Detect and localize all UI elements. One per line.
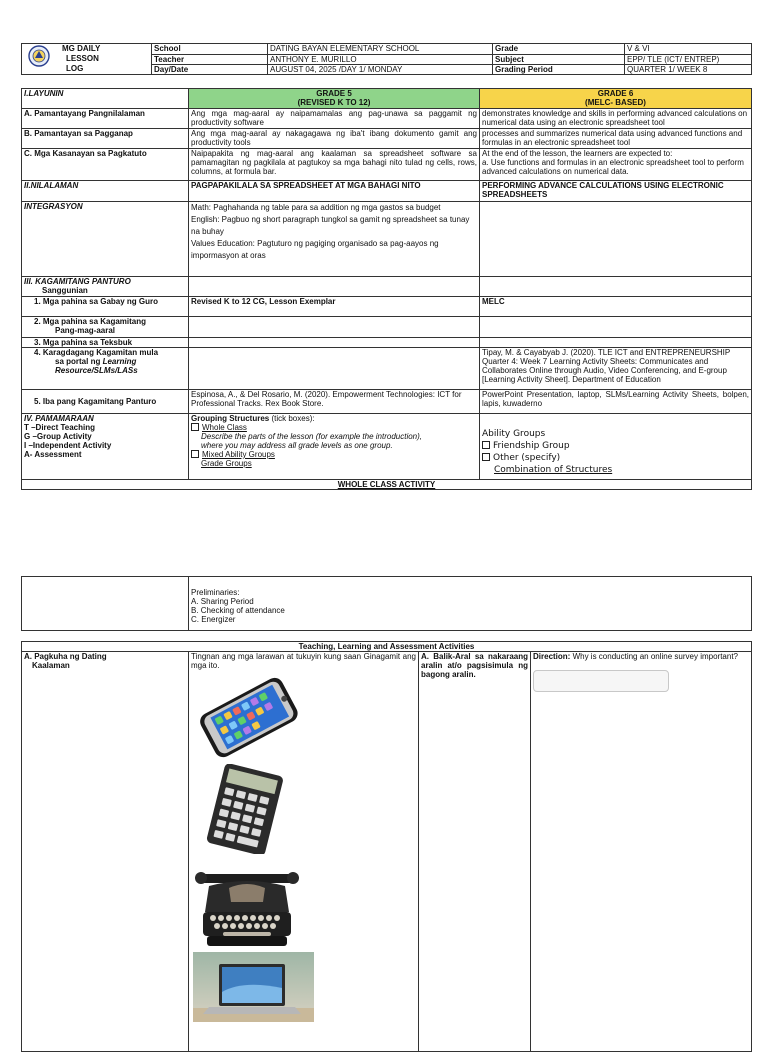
r1-label: 1. Mga pahina sa Gabay ng Guro (22, 297, 189, 317)
r4-grade5 (189, 348, 480, 390)
combination-label: Combination of Structures (494, 465, 613, 475)
prelim-left (22, 577, 189, 631)
activity-a-label-line2: Kaalaman (32, 661, 70, 670)
laptop-image (193, 952, 314, 1022)
r4-grade6: Tipay, M. & Cayabyab J. (2020). TLE ICT and ENTREPRENEURSHIP Quarter 4: Week 7 Learning Activity Sheets: Communicates and Collaborates Online through Audio, Video Conferencing, and E-group [Learning Activity Sheet]. Department of Education (480, 348, 752, 390)
calculator-image (193, 764, 293, 854)
main-table (21, 88, 752, 490)
activity-a-label (22, 652, 189, 1052)
prelim-item-attendance: B. Checking of attendance (191, 606, 285, 615)
row-b-grade6: processes and summarizes numerical data using advanced functions and formulas in an electronic spreadsheet tool (480, 129, 752, 149)
integrasyon-label: INTEGRASYON (22, 202, 189, 277)
kagamitan-label (22, 277, 189, 297)
r2-label-line1: 2. Mga pahina sa Kagamitang (34, 317, 147, 326)
grade-groups-label: Grade Groups (201, 459, 252, 468)
pamamaraan-heading: IV. PAMAMARAAN (24, 414, 94, 423)
typewriter-image (193, 862, 301, 952)
direction-label: Direction: (533, 652, 571, 661)
log-title-line-3: LOG (66, 64, 84, 73)
r5-grade6: PowerPoint Presentation, laptop, SLMs/Learning Activity Sheets, bolpen, lapis, kuwaderno (480, 390, 752, 414)
prelim-title: Preliminaries: (191, 588, 240, 597)
r1-grade6: MELC (480, 297, 752, 317)
r4-label-portal: sa portal ng (55, 357, 101, 366)
header-table (21, 43, 752, 75)
grouping-cell (189, 414, 480, 480)
row-b-label: B. Pamantayan sa Pagganap (22, 129, 189, 149)
prelim-item-sharing: A. Sharing Period (191, 597, 254, 606)
teacher-value: ANTHONY E. MURILLO (268, 55, 493, 65)
grade-value: V & VI (625, 44, 752, 55)
row-c-label: C. Mga Kasanayan sa Pagkatuto (22, 149, 189, 181)
grade6-title: GRADE 6 (597, 89, 634, 98)
period-label: Grading Period (493, 65, 625, 75)
daydate-label: Day/Date (152, 65, 268, 75)
friendship-checkbox[interactable] (482, 441, 490, 449)
r2-grade6 (480, 317, 752, 338)
other-checkbox[interactable] (482, 453, 490, 461)
whole-class-checkbox[interactable] (191, 423, 199, 431)
grouping-hint: (tick boxes): (271, 414, 315, 423)
grouping-title: Grouping Structures (191, 414, 270, 423)
deped-logo-cell (22, 44, 152, 75)
row-a-grade6: demonstrates knowledge and skills in performing advanced calculations on numerical data using an electronic spreadsheet tool (480, 109, 752, 129)
sanggunian-label: Sanggunian (42, 286, 88, 295)
integrasyon-math: Math: Paghahanda ng table para sa addition ng mga gastos sa budget (191, 203, 441, 212)
prelim-item-energizer: C. Energizer (191, 615, 236, 624)
whole-class-desc-2: where you may address all grade levels as one group. (201, 441, 393, 450)
grade-label: Grade (493, 44, 625, 55)
answer-input[interactable] (533, 670, 669, 692)
integrasyon-english: English: Pagbuo ng short paragraph tungkol sa gamit ng spreadsheet sa tunay na buhay (191, 215, 470, 236)
row-c-grade6 (480, 149, 752, 181)
deped-seal-icon (28, 45, 50, 67)
activities-table (21, 641, 752, 1052)
prelim-table (21, 576, 752, 631)
grade5-title: GRADE 5 (316, 89, 352, 98)
activity-a-instruction: Tingnan ang mga larawan at tukuyin kung saan Ginagamit ang mga ito. (191, 652, 416, 670)
layunin-heading: I.LAYUNIN (22, 89, 189, 109)
pamamaraan-item-g: G –Group Activity (24, 432, 92, 441)
prelim-content (189, 577, 752, 631)
direction-text: Why is conducting an online survey important? (572, 652, 738, 661)
grade6-header (480, 89, 752, 109)
mixed-ability-label: Mixed Ability Groups (202, 450, 275, 459)
r4-label-learning: Learning (102, 357, 137, 366)
subject-value: EPP/ TLE (ICT/ ENTREP) (625, 55, 752, 65)
r5-grade5: Espinosa, A., & Del Rosario, M. (2020). Empowerment Technologies: ICT for Professional Tracks. Rex Book Store. (189, 390, 480, 414)
whole-class-label: Whole Class (202, 423, 247, 432)
r2-label (22, 317, 189, 338)
row-a-label: A. Pamantayang Pangnilalaman (22, 109, 189, 129)
mixed-ability-checkbox[interactable] (191, 450, 199, 458)
nilalaman-grade5: PAGPAPAKILALA SA SPREADSHEET AT MGA BAHAGI NITO (189, 181, 480, 202)
r2-label-line2: Pang-mag-aaral (55, 326, 116, 335)
integrasyon-values: Values Education: Pagtuturo ng pagiging organisado sa pag-aayos ng impormasyon at oras (191, 239, 439, 260)
kagamitan-grade6 (480, 277, 752, 297)
pamamaraan-item-t: T –Direct Teaching (24, 423, 95, 432)
integrasyon-grade6 (480, 202, 752, 277)
row-c-grade6-line1: At the end of the lesson, the learners are expected to: (482, 149, 673, 158)
integrasyon-grade5 (189, 202, 480, 277)
r4-label-line3: Resource/SLMs/LASs (55, 366, 138, 375)
activity-a-label-line1: A. Pagkuha ng Dating (24, 652, 107, 661)
school-value: DATING BAYAN ELEMENTARY SCHOOL (268, 44, 493, 55)
whole-class-desc-1: Describe the parts of the lesson (for example the introduction), (201, 432, 422, 441)
grade6-subtitle: (MELC- BASED) (585, 98, 646, 107)
activities-title: Teaching, Learning and Assessment Activities (22, 642, 752, 652)
daydate-value: AUGUST 04, 2025 /DAY 1/ MONDAY (268, 65, 493, 75)
grade5-header (189, 89, 480, 109)
row-c-grade6-line2: a. Use functions and formulas in an electronic spreadsheet tool to perform advanced calculations on numerical data. (482, 158, 744, 176)
r4-label-line1: 4. Karagdagang Kagamitan mula (34, 348, 159, 357)
school-label: School (152, 44, 268, 55)
nilalaman-label: II.NILALAMAN (22, 181, 189, 202)
r2-grade5 (189, 317, 480, 338)
pamamaraan-cell (22, 414, 189, 480)
smartphone-image (193, 672, 303, 764)
grouping-options-cell (480, 414, 752, 480)
other-label: Other (specify) (493, 453, 561, 463)
grade5-subtitle: (REVISED K TO 12) (297, 98, 371, 107)
r5-label: 5. Iba pang Kagamitang Panturo (22, 390, 189, 414)
ability-groups-label: Ability Groups (482, 429, 546, 439)
whole-class-activity-banner: WHOLE CLASS ACTIVITY (22, 480, 752, 490)
kagamitan-heading: III. KAGAMITANG PANTURO (24, 277, 131, 286)
pamamaraan-item-i: I –Independent Activity (24, 441, 112, 450)
pamamaraan-item-a: A- Assessment (24, 450, 82, 459)
direction-cell (531, 652, 752, 1052)
log-title-line-2: LESSON (66, 54, 99, 63)
r4-label-line2 (34, 357, 186, 366)
nilalaman-grade6: PERFORMING ADVANCE CALCULATIONS USING ELECTRONIC SPREADSHEETS (480, 181, 752, 202)
kagamitan-grade5 (189, 277, 480, 297)
teacher-label: Teacher (152, 55, 268, 65)
balik-aral-label: A. Balik-Aral sa nakaraang aralin at/o pagsisimula ng bagong aralin. (419, 652, 531, 1052)
r3-grade5 (189, 338, 480, 348)
r1-grade5: Revised K to 12 CG, Lesson Exemplar (189, 297, 480, 317)
friendship-label: Friendship Group (493, 441, 570, 451)
row-a-grade5: Ang mga mag-aaral ay naipamamalas ang pag-unawa sa paggamit ng productivity software (189, 109, 480, 129)
subject-label: Subject (493, 55, 625, 65)
row-c-grade5: Naipapakita ng mag-aaral ang kaalaman sa spreadsheet software sa pamamagitan ng pagkilala at pagtukoy sa mga bahagi nito tulad ng cells, rows, columns, at formula bar. (189, 149, 480, 181)
log-title-line-1: MG DAILY (62, 44, 101, 53)
r3-label: 3. Mga pahina sa Teksbuk (22, 338, 189, 348)
r4-label (22, 348, 189, 390)
row-b-grade5: Ang mga mag-aaral ay nakagagawa ng iba't ibang dokumento gamit ang productivity tools (189, 129, 480, 149)
period-value: QUARTER 1/ WEEK 8 (625, 65, 752, 75)
r3-grade6 (480, 338, 752, 348)
